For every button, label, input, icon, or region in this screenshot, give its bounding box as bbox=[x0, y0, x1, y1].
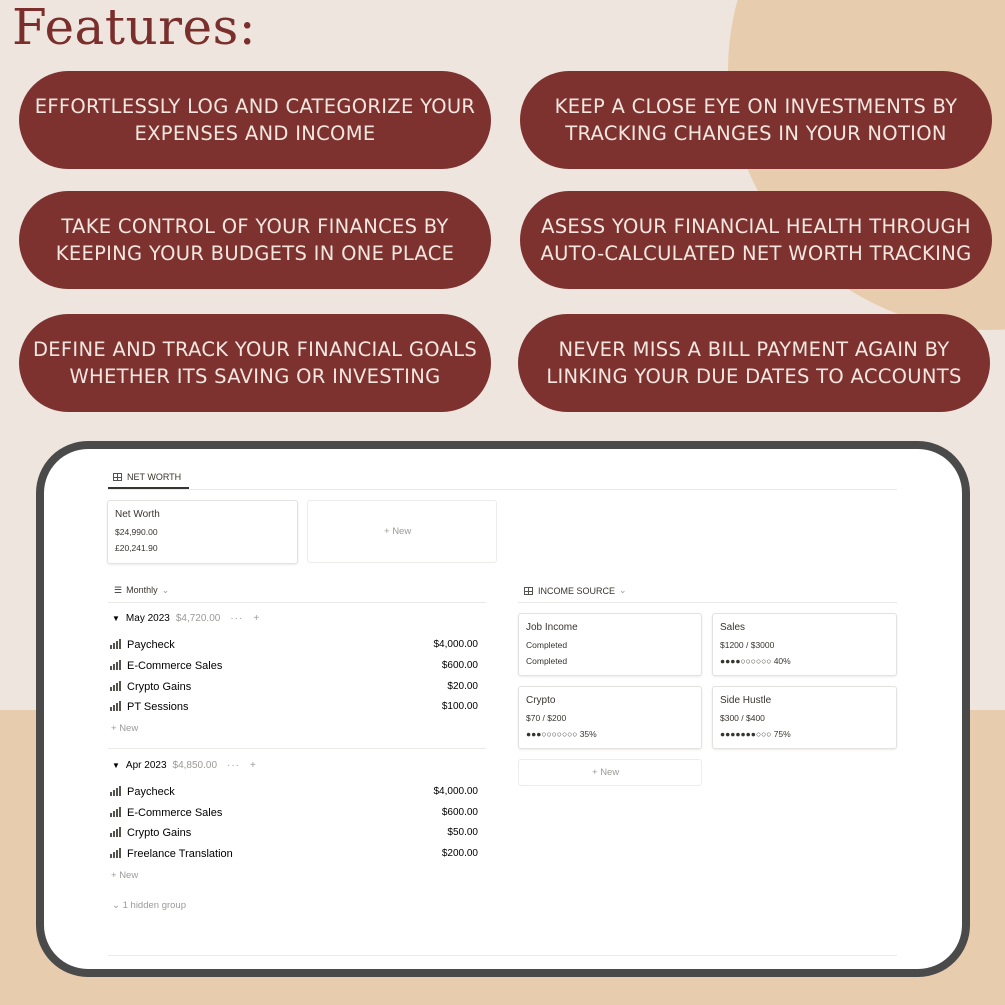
row-amount: $50.00 bbox=[447, 827, 478, 838]
divider bbox=[108, 489, 897, 490]
view-monthly[interactable] bbox=[114, 585, 169, 596]
new-card-button[interactable] bbox=[307, 500, 497, 563]
plus-icon: + bbox=[111, 870, 120, 881]
card-line: $1200 / $3000 bbox=[720, 640, 775, 650]
group-label: May 2023 bbox=[125, 613, 170, 624]
card-line: Completed bbox=[526, 640, 568, 650]
feature-line: ASESS YOUR FINANCIAL HEALTH THROUGH bbox=[541, 215, 971, 238]
gallery-icon bbox=[113, 473, 122, 481]
feature-line: AUTO-CALCULATED NET WORTH TRACKING bbox=[540, 242, 972, 265]
feature-line: DEFINE AND TRACK YOUR FINANCIAL GOALS bbox=[32, 338, 478, 361]
row-amount: $20.00 bbox=[447, 681, 478, 692]
plus-icon[interactable]: + bbox=[253, 613, 261, 624]
plus-icon: + bbox=[111, 723, 120, 734]
list-icon: ☰ bbox=[114, 585, 123, 595]
divider bbox=[518, 602, 897, 603]
caret-down-icon: ▼ bbox=[112, 614, 120, 623]
hidden-group-toggle[interactable] bbox=[112, 900, 186, 911]
group-header[interactable] bbox=[112, 760, 257, 771]
group-total: $4,720.00 bbox=[175, 613, 221, 624]
net-worth-gbp: £20,241.90 bbox=[115, 543, 158, 553]
row-amount: $4,000.00 bbox=[433, 639, 478, 650]
row-name: Freelance Translation bbox=[127, 848, 233, 860]
chevron-down-icon: ⌄ bbox=[619, 585, 627, 595]
feature-line: NEVER MISS A BILL PAYMENT AGAIN BY bbox=[558, 338, 950, 361]
row-name: E-Commerce Sales bbox=[127, 807, 223, 819]
plus-icon[interactable]: + bbox=[250, 760, 257, 771]
progress-text: ●●●●○○○○○○ 40% bbox=[720, 656, 791, 666]
new-label bbox=[384, 526, 411, 537]
table-row[interactable] bbox=[110, 701, 480, 719]
card-line: $300 / $400 bbox=[720, 713, 765, 723]
chart-icon bbox=[110, 786, 122, 796]
chart-icon bbox=[110, 827, 122, 837]
card-title: Net Worth bbox=[115, 509, 160, 520]
card-title: Job Income bbox=[526, 622, 578, 633]
card-line: $70 / $200 bbox=[526, 713, 567, 723]
table-row[interactable] bbox=[110, 681, 480, 699]
row-name: PT Sessions bbox=[127, 701, 189, 713]
row-name: Crypto Gains bbox=[127, 827, 192, 839]
divider bbox=[108, 602, 486, 603]
card-title: Sales bbox=[720, 622, 746, 633]
feature-pill-log-expenses bbox=[19, 71, 491, 169]
more-icon[interactable]: ··· bbox=[227, 760, 241, 771]
card-title: Side Hustle bbox=[720, 695, 772, 706]
chart-icon bbox=[110, 639, 122, 649]
more-icon[interactable]: ··· bbox=[230, 613, 244, 624]
new-text: New bbox=[119, 870, 139, 881]
net-worth-usd: $24,990.00 bbox=[115, 527, 158, 537]
view-label: Monthly bbox=[126, 585, 158, 595]
tab-net-worth[interactable] bbox=[113, 472, 181, 482]
feature-line: EXPENSES AND INCOME bbox=[134, 122, 376, 145]
new-text: New bbox=[392, 526, 412, 537]
feature-line: EFFORTLESSLY LOG AND CATEGORIZE YOUR bbox=[34, 95, 476, 118]
card-line: Completed bbox=[526, 656, 568, 666]
feature-pill-net-worth bbox=[520, 191, 992, 289]
group-label: Apr 2023 bbox=[125, 760, 167, 771]
tab-income-source[interactable] bbox=[524, 585, 627, 596]
feature-pill-goals bbox=[19, 314, 491, 412]
row-name: Paycheck bbox=[127, 786, 175, 798]
new-text: New bbox=[600, 767, 620, 778]
feature-line: TRACKING CHANGES IN YOUR NOTION bbox=[565, 122, 947, 145]
group-header[interactable] bbox=[112, 613, 260, 624]
feature-line: WHETHER ITS SAVING OR INVESTING bbox=[69, 365, 441, 388]
row-name: Paycheck bbox=[127, 639, 175, 651]
new-row-button[interactable] bbox=[111, 870, 138, 881]
chevron-down-icon: ⌄ bbox=[161, 585, 170, 595]
feature-line: KEEP A CLOSE EYE ON INVESTMENTS BY bbox=[554, 95, 958, 118]
income-card[interactable] bbox=[518, 686, 702, 749]
tab-label: NET WORTH bbox=[127, 472, 182, 482]
chart-icon bbox=[110, 660, 122, 670]
new-text: New bbox=[119, 723, 139, 734]
row-amount: $4,000.00 bbox=[433, 786, 478, 797]
feature-pill-bills bbox=[518, 314, 990, 412]
gallery-icon bbox=[524, 587, 533, 595]
new-row-button[interactable] bbox=[111, 723, 138, 734]
card-title: Crypto bbox=[526, 695, 556, 706]
table-row[interactable] bbox=[110, 827, 480, 845]
divider bbox=[108, 748, 486, 749]
row-name: Crypto Gains bbox=[127, 681, 192, 693]
row-amount: $100.00 bbox=[441, 701, 478, 712]
caret-down-icon: ▼ bbox=[112, 761, 120, 770]
chevron-down-icon: ⌄ bbox=[112, 900, 123, 911]
feature-pill-investments bbox=[520, 71, 992, 169]
net-worth-card[interactable] bbox=[107, 500, 298, 564]
table-row[interactable] bbox=[110, 660, 480, 678]
table-row[interactable] bbox=[110, 786, 480, 804]
feature-pill-budgets bbox=[19, 191, 491, 289]
row-name: E-Commerce Sales bbox=[127, 660, 223, 672]
income-card[interactable] bbox=[712, 613, 897, 676]
table-row[interactable] bbox=[110, 639, 480, 657]
features-heading: Features: bbox=[12, 0, 257, 56]
income-card[interactable] bbox=[712, 686, 897, 749]
table-row[interactable] bbox=[110, 848, 480, 866]
table-row[interactable] bbox=[110, 807, 480, 825]
group-total: $4,850.00 bbox=[172, 760, 218, 771]
chart-icon bbox=[110, 807, 122, 817]
row-amount: $200.00 bbox=[441, 848, 478, 859]
feature-line: TAKE CONTROL OF YOUR FINANCES BY bbox=[61, 215, 449, 238]
new-card-button[interactable] bbox=[518, 759, 702, 786]
chart-icon bbox=[110, 701, 122, 711]
hidden-group-label: 1 hidden group bbox=[122, 900, 186, 911]
chart-icon bbox=[110, 848, 122, 858]
progress-text: ●●●●●●●○○○ 75% bbox=[720, 729, 791, 739]
feature-line: KEEPING YOUR BUDGETS IN ONE PLACE bbox=[55, 242, 455, 265]
feature-line: LINKING YOUR DUE DATES TO ACCOUNTS bbox=[546, 365, 962, 388]
plus-icon: + bbox=[592, 767, 601, 778]
row-amount: $600.00 bbox=[441, 660, 478, 671]
income-card[interactable] bbox=[518, 613, 702, 676]
plus-icon: + bbox=[384, 526, 393, 537]
new-label bbox=[592, 767, 619, 778]
chart-icon bbox=[110, 681, 122, 691]
row-amount: $600.00 bbox=[441, 807, 478, 818]
divider bbox=[108, 955, 897, 956]
progress-text: ●●●○○○○○○○ 35% bbox=[526, 729, 597, 739]
tab-label: INCOME SOURCE bbox=[538, 585, 616, 596]
